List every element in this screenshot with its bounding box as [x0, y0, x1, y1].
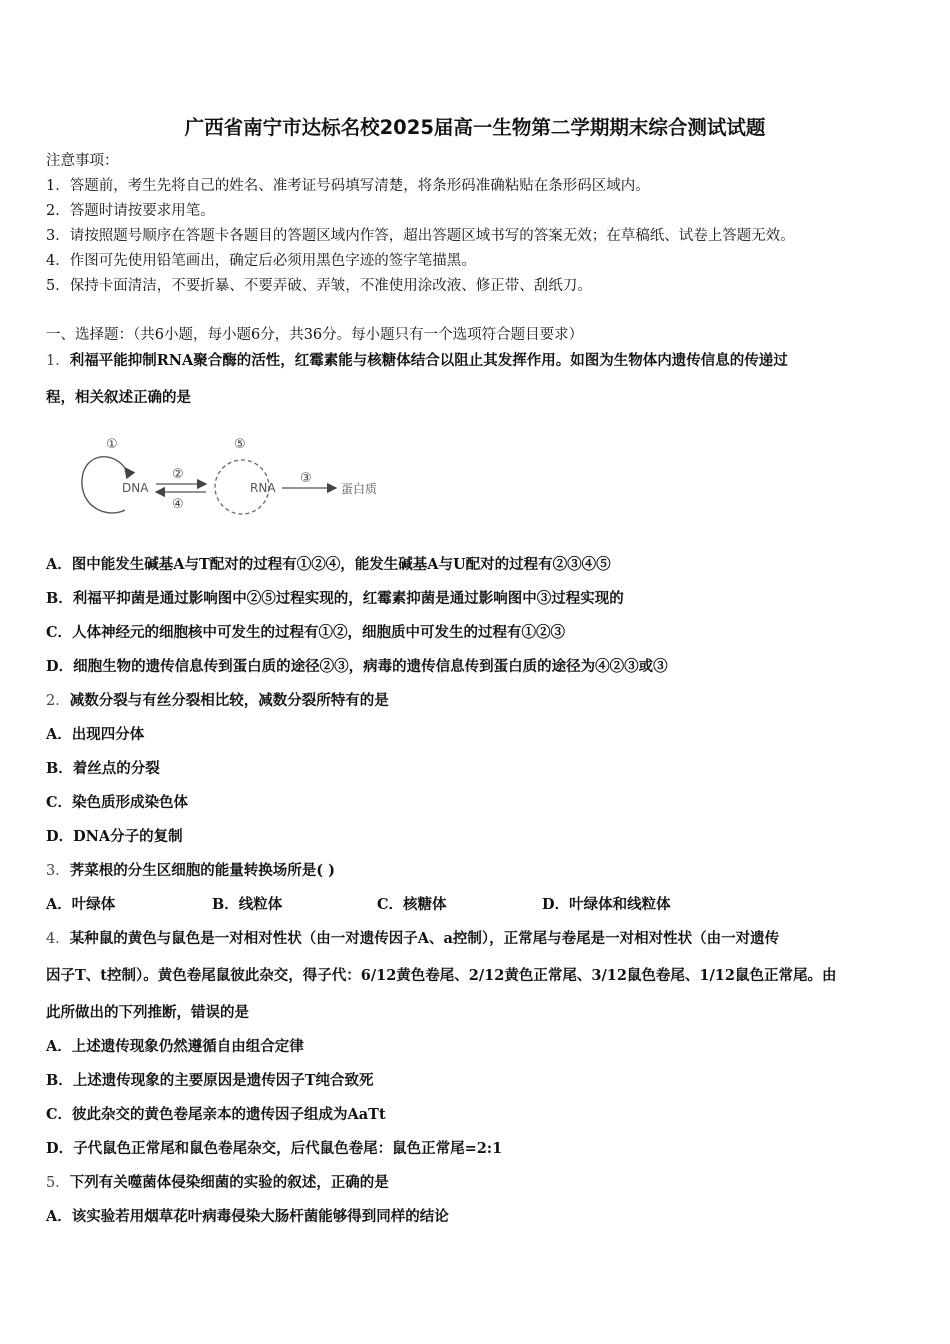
- q1-option-a: A．图中能发生碱基A与T配对的过程有①②④，能发生碱基A与U配对的过程有②③④⑤: [46, 556, 611, 573]
- notice-item-1: 1．答题前，考生先将自己的姓名、准考证号码填写清楚，将条形码准确粘贴在条形码区域内。: [46, 178, 650, 194]
- q1-option-d: D．细胞生物的遗传信息传到蛋白质的途径②③，病毒的遗传信息传到蛋白质的途径为④②③或③: [46, 658, 668, 675]
- protein-label: 蛋白质: [341, 482, 378, 496]
- rna-label: RNA: [250, 481, 276, 495]
- page-title: 广西省南宁市达标名校2025届高一生物第二学期期末综合测试试题: [184, 116, 766, 139]
- q2-option-d: D．DNA分子的复制: [46, 828, 183, 845]
- process-label-3: ③: [300, 471, 312, 486]
- q3-option-a: A．叶绿体: [46, 896, 116, 913]
- section-heading: 一、选择题：（共6小题，每小题6分，共36分。每小题只有一个选项符合题目要求）: [46, 327, 584, 343]
- question-number: 3．: [46, 863, 70, 879]
- question-text: 某种鼠的黄色与鼠色是一对相对性状（由一对遗传因子A、a控制），正常尾与卷尾是一对相对性状（由一对遗传: [69, 930, 780, 947]
- q4-option-c: C．彼此杂交的黄色卷尾亲本的遗传因子组成为AaTt: [46, 1106, 386, 1123]
- question-text: 荠菜根的分生区细胞的能量转换场所是( ): [69, 862, 336, 879]
- question-4-line2: 因子T、t控制）。黄色卷尾鼠彼此杂交，得子代：6/12黄色卷尾、2/12黄色正常尾、3/12鼠色卷尾、1/12鼠色正常尾。由: [46, 967, 837, 984]
- dna-label: DNA: [122, 481, 149, 495]
- process-label-5: ⑤: [234, 437, 246, 452]
- notice-item-4: 4．作图可先使用铅笔画出，确定后必须用黑色字迹的签字笔描黑。: [46, 253, 476, 269]
- q2-option-c: C．染色质形成染色体: [46, 794, 189, 811]
- question-1: [46, 351, 788, 371]
- question-number: 4．: [46, 931, 70, 947]
- question-number: 2．: [46, 693, 70, 709]
- question-text: 利福平能抑制RNA聚合酶的活性，红霉素能与核糖体结合以阻止其发挥作用。如图为生物体内遗传信息的传递过: [69, 352, 788, 369]
- question-text: 下列有关噬菌体侵染细菌的实验的叙述，正确的是: [69, 1174, 389, 1191]
- q2-option-b: B．着丝点的分裂: [46, 760, 160, 777]
- q3-options-row: [46, 895, 906, 915]
- process-label-2: ②: [172, 467, 184, 482]
- question-text: 减数分裂与有丝分裂相比较，减数分裂所特有的是: [69, 692, 389, 709]
- notice-item-2: 2．答题时请按要求用笔。: [46, 203, 215, 219]
- q3-option-c: C．核糖体: [377, 896, 447, 913]
- q3-option-b: B．线粒体: [212, 896, 283, 913]
- q4-option-a: A．上述遗传现象仍然遵循自由组合定律: [46, 1038, 304, 1055]
- question-5: [46, 1173, 389, 1193]
- question-4: [46, 929, 779, 949]
- q2-option-a: A．出现四分体: [46, 726, 145, 743]
- q3-option-d: D．叶绿体和线粒体: [542, 896, 671, 913]
- q1-option-c: C．人体神经元的细胞核中可发生的过程有①②，细胞质中可发生的过程有①②③: [46, 624, 566, 641]
- genetic-info-flow-diagram: [70, 430, 400, 525]
- question-4-line3: 此所做出的下列推断，错误的是: [46, 1004, 249, 1021]
- question-1-line2: 程，相关叙述正确的是: [46, 389, 191, 406]
- notice-item-5: 5．保持卡面清洁，不要折暴、不要弄破、弄皱，不准使用涂改液、修正带、刮纸刀。: [46, 278, 592, 294]
- question-number: 5．: [46, 1175, 70, 1191]
- notice-heading: 注意事项：: [46, 153, 119, 169]
- process-label-4: ④: [172, 497, 184, 512]
- question-number: 1．: [46, 353, 70, 369]
- q4-option-b: B．上述遗传现象的主要原因是遗传因子T纯合致死: [46, 1072, 374, 1089]
- q1-option-b: B．利福平抑菌是通过影响图中②⑤过程实现的，红霉素抑菌是通过影响图中③过程实现的: [46, 590, 624, 607]
- dna-replication-arrow: [82, 457, 125, 513]
- question-2: [46, 691, 389, 711]
- q5-option-a: A．该实验若用烟草花叶病毒侵染大肠杆菌能够得到同样的结论: [46, 1208, 449, 1225]
- q4-option-d: D．子代鼠色正常尾和鼠色卷尾杂交，后代鼠色卷尾：鼠色正常尾=2:1: [46, 1140, 503, 1157]
- notice-item-3: 3．请按照题号顺序在答题卡各题目的答题区域内作答，超出答题区域书写的答案无效；在草稿纸、试卷上答题无效。: [46, 228, 795, 244]
- process-label-1: ①: [106, 437, 118, 452]
- question-3: [46, 861, 335, 881]
